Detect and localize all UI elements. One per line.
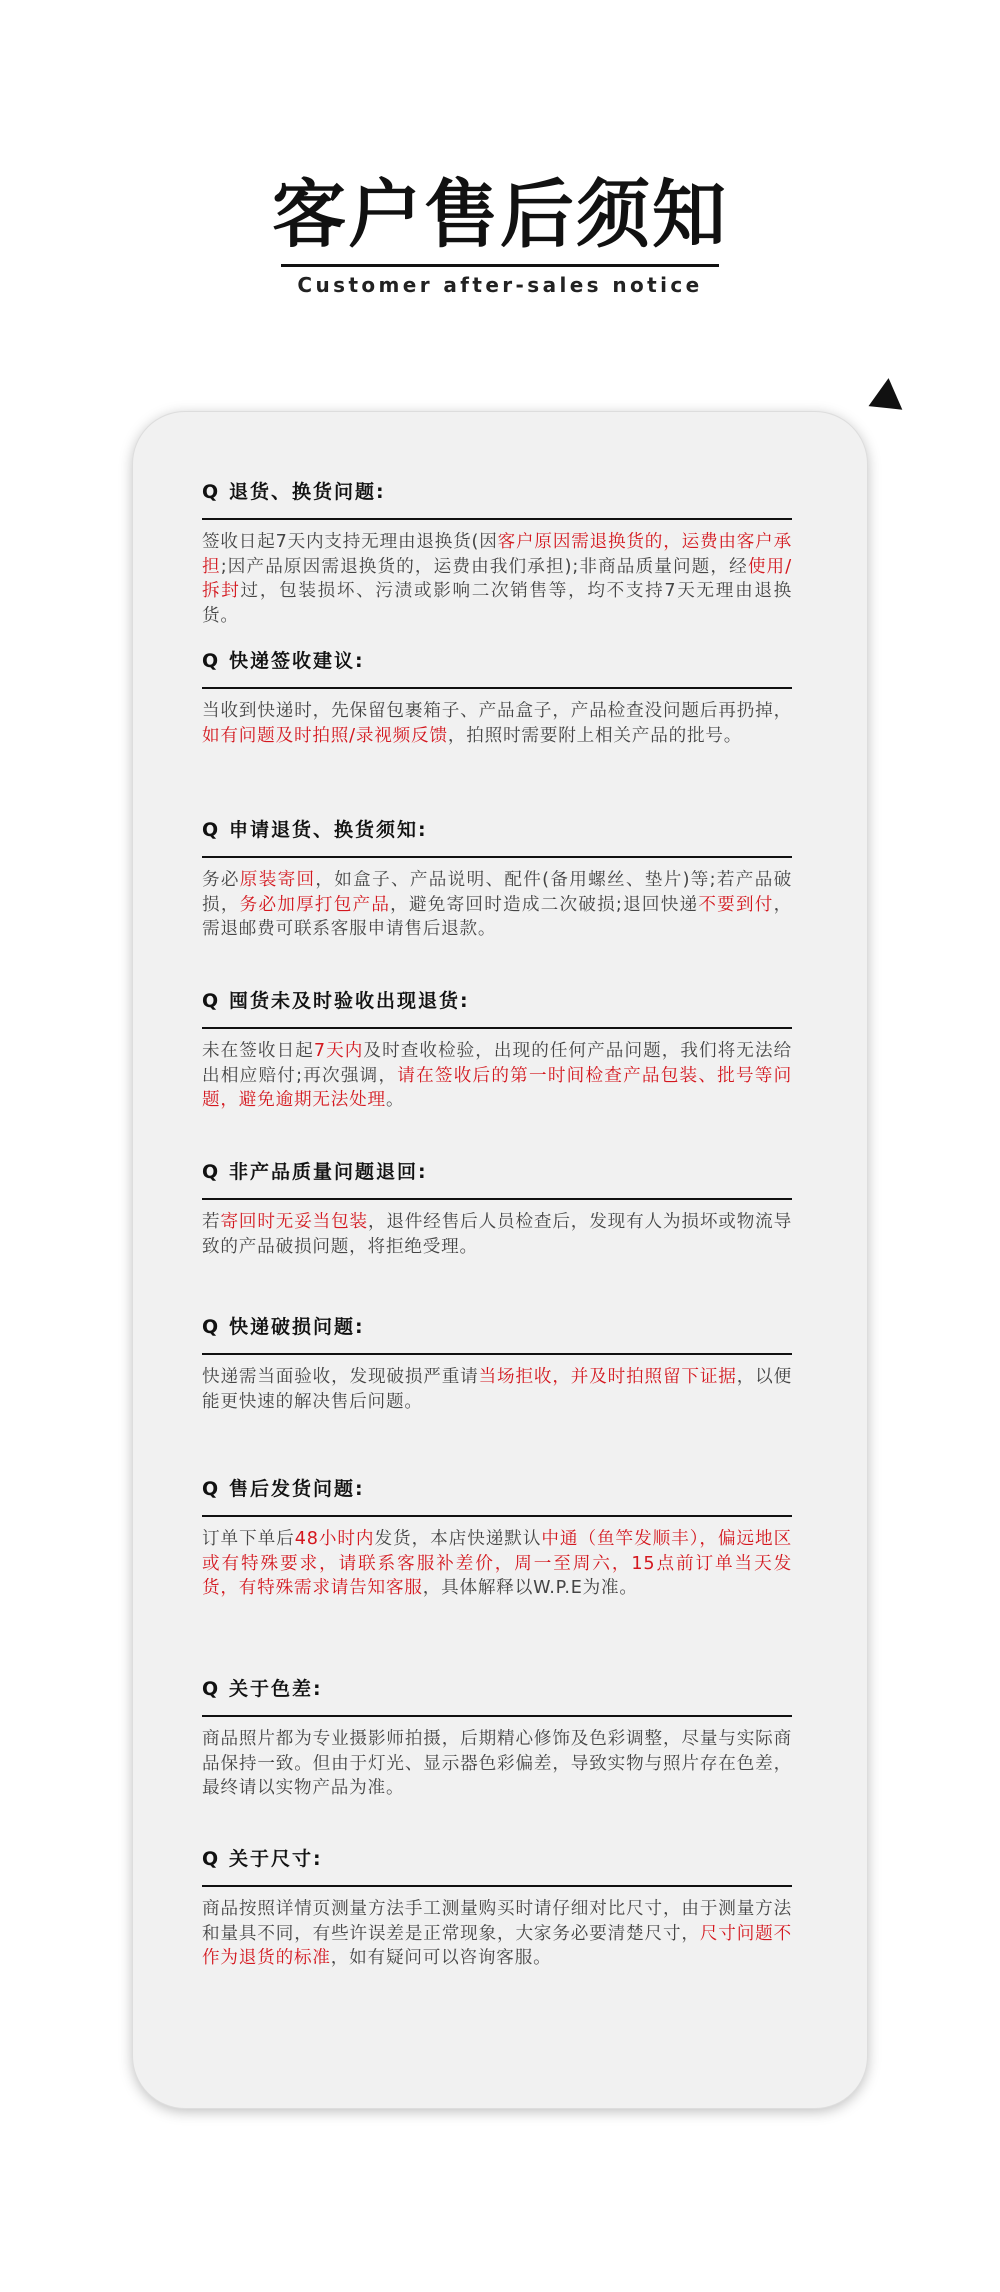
body-highlight: 尺寸问题不作为退货的标准 bbox=[202, 1923, 792, 1968]
triangle-arrow-icon bbox=[869, 376, 906, 409]
section-title-text: 退货、换货问题: bbox=[229, 481, 386, 503]
body-highlight: 务必加厚打包产品 bbox=[239, 894, 391, 915]
q-icon: Q bbox=[202, 1478, 221, 1500]
title-underline bbox=[281, 264, 719, 267]
section-title bbox=[202, 1475, 792, 1503]
section-body bbox=[202, 1897, 792, 1971]
body-text: ，避免寄回时造成二次破损;退回快递 bbox=[390, 894, 699, 915]
section-divider bbox=[202, 1885, 792, 1887]
section-body bbox=[202, 1527, 792, 1601]
section-body bbox=[202, 868, 792, 942]
section-body bbox=[202, 1039, 792, 1113]
body-text: 商品照片都为专业摄影师拍摄，后期精心修饰及色彩调整，尽量与实际商品保持一致。但由于灯光、显示器色彩偏差，导致实物与照片存在色差，最终请以实物产品为准。 bbox=[202, 1729, 792, 1798]
body-text: 快递需当面验收，发现破损严重请 bbox=[202, 1367, 479, 1387]
body-highlight: 请在签收后的第一时间检查产品包装、批号等问题，避免逾期无法处理 bbox=[202, 1065, 792, 1110]
body-text: 当收到快递时，先保留包裹箱子、产品盒子，产品检查没问题后再扔掉， bbox=[202, 701, 792, 721]
body-text: 签收日起7天内支持无理由退换货(因 bbox=[202, 532, 498, 552]
section-title bbox=[202, 478, 792, 506]
section-body bbox=[202, 1210, 792, 1259]
section-divider bbox=[202, 687, 792, 689]
body-text: 未在签收日起 bbox=[202, 1041, 314, 1061]
body-text: ，拍照时需要附上相关产品的批号。 bbox=[447, 725, 743, 746]
body-text: 订单下单后 bbox=[202, 1529, 295, 1549]
section-title bbox=[202, 1845, 792, 1873]
body-text: ，如盒子、产品说明、配件(备用螺丝、垫片)等;若产品破损， bbox=[202, 870, 792, 915]
q-icon: Q bbox=[202, 1316, 221, 1338]
section-non-quality-return bbox=[202, 1158, 792, 1259]
section-title-text: 快递破损问题: bbox=[229, 1316, 365, 1338]
q-icon: Q bbox=[202, 481, 221, 503]
section-shipping bbox=[202, 1475, 792, 1601]
body-highlight: 当场拒收，并及时拍照留下证据 bbox=[478, 1367, 737, 1387]
section-divider bbox=[202, 1198, 792, 1200]
body-text: ，以便能更快速的解决售后问题。 bbox=[202, 1367, 792, 1412]
body-highlight: 客户原因需退换货的，运费由客户承担 bbox=[202, 532, 792, 577]
section-return-exchange bbox=[202, 478, 792, 628]
body-text: ，需退邮费可联系客服申请售后退款。 bbox=[202, 894, 793, 939]
body-text: 。 bbox=[385, 1090, 405, 1110]
section-delivery-advice bbox=[202, 647, 792, 748]
section-title-text: 囤货未及时验收出现退货: bbox=[229, 990, 470, 1012]
section-title-text: 申请退货、换货须知: bbox=[229, 819, 428, 841]
section-color-difference bbox=[202, 1675, 792, 1801]
body-text: 商品按照详情页测量方法手工测量购买时请仔细对比尺寸，由于测量方法和量具不同，有些许误差是正常现象，大家务必要清楚尺寸， bbox=[202, 1899, 792, 1944]
body-highlight: 48小时内 bbox=[294, 1529, 375, 1549]
section-title bbox=[202, 647, 792, 675]
section-title bbox=[202, 1158, 792, 1186]
q-icon: Q bbox=[202, 1848, 221, 1870]
body-highlight: 中通（鱼竿发顺丰），偏远地区或有特殊要求，请联系客服补差价，周一至周六，15点前订单当天发货，有特殊需求请告知客服 bbox=[202, 1529, 792, 1598]
section-delivery-damage bbox=[202, 1313, 792, 1414]
body-text: 若 bbox=[202, 1212, 221, 1232]
section-title bbox=[202, 1675, 792, 1703]
body-text: ;因产品原因需退换货的，运费由我们承担);非商品质量问题，经 bbox=[220, 556, 748, 577]
body-text: 及时查收检验，出现的任何产品问题，我们将无法给出相应赔付;再次强调， bbox=[202, 1041, 792, 1086]
body-highlight: 寄回时无妥当包装 bbox=[220, 1212, 368, 1232]
body-text: 发货，本店快递默认 bbox=[374, 1529, 542, 1549]
section-title bbox=[202, 816, 792, 844]
section-divider bbox=[202, 518, 792, 520]
section-title-text: 快递签收建议: bbox=[229, 650, 365, 672]
body-highlight: 如有问题及时拍照/录视频反馈 bbox=[202, 725, 448, 746]
page-subtitle: Customer after-sales notice bbox=[297, 273, 703, 297]
section-divider bbox=[202, 1515, 792, 1517]
section-title-text: 非产品质量问题退回: bbox=[229, 1161, 428, 1183]
body-highlight: 7天内 bbox=[313, 1041, 364, 1061]
section-body bbox=[202, 1365, 792, 1414]
section-title-text: 关于色差: bbox=[229, 1678, 323, 1700]
q-icon: Q bbox=[202, 1161, 221, 1183]
section-late-inspection bbox=[202, 987, 792, 1113]
body-highlight: 不要到付 bbox=[698, 894, 774, 915]
section-body bbox=[202, 1727, 792, 1801]
section-title bbox=[202, 1313, 792, 1341]
section-divider bbox=[202, 1353, 792, 1355]
body-text: ，退件经售后人员检查后，发现有人为损坏或物流导致的产品破损问题，将拒绝受理。 bbox=[202, 1212, 793, 1257]
body-highlight: 使用/拆封 bbox=[202, 556, 792, 601]
page-header bbox=[0, 170, 1000, 297]
section-divider bbox=[202, 856, 792, 858]
section-body bbox=[202, 699, 792, 748]
body-text: ，如有疑问可以咨询客服。 bbox=[330, 1948, 552, 1968]
q-icon: Q bbox=[202, 990, 221, 1012]
section-title-text: 售后发货问题: bbox=[229, 1478, 365, 1500]
body-text: 务必 bbox=[202, 870, 240, 890]
q-icon: Q bbox=[202, 650, 221, 672]
section-size bbox=[202, 1845, 792, 1971]
page-title: 客户售后须知 bbox=[272, 172, 728, 258]
q-icon: Q bbox=[202, 819, 221, 841]
notice-card bbox=[133, 412, 867, 2108]
section-title bbox=[202, 987, 792, 1015]
section-divider bbox=[202, 1027, 792, 1029]
section-body bbox=[202, 530, 792, 628]
section-title-text: 关于尺寸: bbox=[229, 1848, 323, 1870]
body-text: ，具体解释以W.P.E为准。 bbox=[422, 1578, 638, 1598]
body-highlight: 原装寄回 bbox=[239, 870, 316, 890]
section-divider bbox=[202, 1715, 792, 1717]
body-text: 过，包装损坏、污渍或影响二次销售等，均不支持7天无理由退换货。 bbox=[202, 581, 792, 626]
q-icon: Q bbox=[202, 1678, 221, 1700]
section-apply-return bbox=[202, 816, 792, 942]
